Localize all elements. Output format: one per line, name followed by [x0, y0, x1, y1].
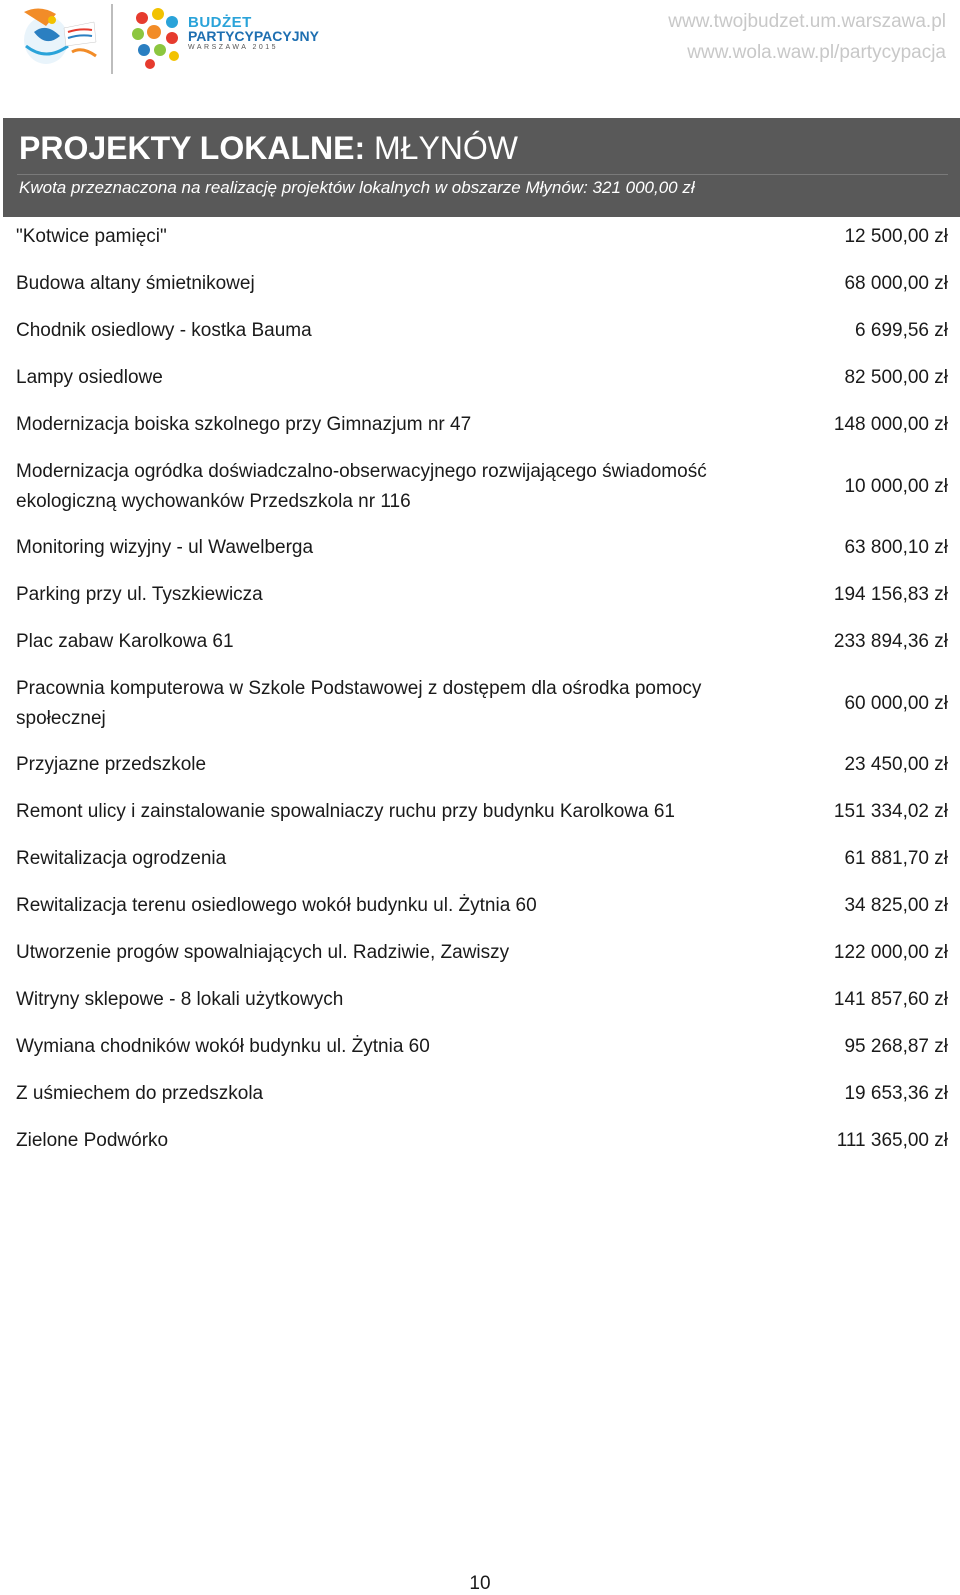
project-name: Plac zabaw Karolkowa 61	[16, 631, 234, 652]
list-item	[16, 797, 948, 827]
project-amount: 34 825,00 zł	[844, 895, 948, 916]
logo-separator	[111, 4, 113, 74]
list-item	[16, 891, 948, 921]
project-amount: 141 857,60 zł	[833, 989, 948, 1010]
project-amount: 6 699,56 zł	[855, 320, 948, 341]
project-name: Lampy osiedlowe	[16, 367, 163, 388]
budzet-partycypacyjny-logo	[128, 4, 319, 72]
project-amount: 148 000,00 zł	[833, 414, 948, 435]
project-amount: 63 800,10 zł	[844, 537, 948, 558]
project-name: Z uśmiechem do przedszkola	[16, 1083, 264, 1104]
url-wola[interactable]: www.wola.waw.pl/partycypacja	[687, 42, 946, 63]
project-amount: 122 000,00 zł	[833, 942, 948, 963]
logo-title-line1: BUDŻET	[188, 14, 252, 31]
project-amount: 10 000,00 zł	[844, 476, 948, 497]
project-amount: 19 653,36 zł	[844, 1083, 948, 1104]
section-header-band	[3, 118, 960, 217]
list-item	[16, 269, 948, 299]
list-item	[16, 985, 948, 1015]
project-amount: 111 365,00 zł	[836, 1130, 948, 1151]
project-name: Wymiana chodników wokół budynku ul. Żytnia 60	[16, 1036, 430, 1057]
list-item	[16, 580, 948, 610]
project-name: Parking przy ul. Tyszkiewicza	[16, 584, 263, 605]
section-title-location: MŁYNÓW	[374, 130, 518, 166]
list-item	[16, 1032, 948, 1062]
project-name: Rewitalizacja ogrodzenia	[16, 848, 227, 869]
project-name: Przyjazne przedszkole	[16, 754, 207, 775]
project-amount: 60 000,00 zł	[844, 693, 948, 714]
list-item	[16, 750, 948, 780]
project-amount: 233 894,36 zł	[833, 631, 948, 652]
project-name: Utworzenie progów spowalniających ul. Radziwie, Zawiszy	[16, 942, 510, 963]
section-divider	[17, 174, 948, 175]
project-name: Modernizacja boiska szkolnego przy Gimnazjum nr 47	[16, 414, 472, 435]
url-twojbudzet[interactable]: www.twojbudzet.um.warszawa.pl	[668, 11, 946, 32]
list-item	[16, 1079, 948, 1109]
project-amount: 95 268,87 zł	[844, 1036, 948, 1057]
list-item	[16, 844, 948, 874]
logo-title-line2: PARTYCYPACYJNY	[188, 28, 319, 44]
project-amount: 23 450,00 zł	[844, 754, 948, 775]
list-item	[16, 316, 948, 346]
section-title	[19, 130, 518, 167]
project-amount: 151 334,02 zł	[833, 801, 948, 822]
logo-title-line3: WARSZAWA 2015	[188, 44, 279, 51]
list-item	[16, 410, 948, 440]
list-item	[16, 627, 948, 657]
project-name: Rewitalizacja terenu osiedlowego wokół budynku ul. Żytnia 60	[16, 895, 537, 916]
project-name: Chodnik osiedlowy - kostka Bauma	[16, 320, 312, 341]
list-item	[16, 533, 948, 563]
list-item	[16, 222, 948, 252]
list-item	[16, 1126, 948, 1156]
zdecyduj-logo	[16, 2, 102, 70]
project-name: Witryny sklepowe - 8 lokali użytkowych	[16, 989, 344, 1010]
project-amount: 61 881,70 zł	[844, 848, 948, 869]
page-header	[0, 0, 960, 80]
project-name: Modernizacja ogródka doświadczalno-obserwacyjnego rozwijającego świadomość ekologiczną wychowanków Przedszkola nr 116	[16, 461, 707, 512]
page-number: 10	[469, 1573, 491, 1594]
project-name: Zielone Podwórko	[16, 1130, 169, 1151]
project-name: "Kotwice pamięci"	[16, 226, 167, 247]
section-subtitle: Kwota przeznaczona na realizację projektów lokalnych w obszarze Młynów: 321 000,00 zł	[19, 178, 695, 197]
project-name: Pracownia komputerowa w Szkole Podstawowej z dostępem dla ośrodka pomocy społecznej	[16, 678, 702, 729]
list-item	[16, 457, 948, 517]
list-item	[16, 938, 948, 968]
project-amount: 68 000,00 zł	[844, 273, 948, 294]
project-name: Budowa altany śmietnikowej	[16, 273, 255, 294]
project-amount: 194 156,83 zł	[833, 584, 948, 605]
project-amount: 82 500,00 zł	[844, 367, 948, 388]
list-item	[16, 674, 948, 734]
list-item	[16, 363, 948, 393]
project-amount: 12 500,00 zł	[844, 226, 948, 247]
header-urls	[668, 6, 946, 68]
section-title-prefix: PROJEKTY LOKALNE:	[19, 130, 366, 166]
project-name: Remont ulicy i zainstalowanie spowalniaczy ruchu przy budynku Karolkowa 61	[16, 801, 675, 822]
project-name: Monitoring wizyjny - ul Wawelberga	[16, 537, 314, 558]
